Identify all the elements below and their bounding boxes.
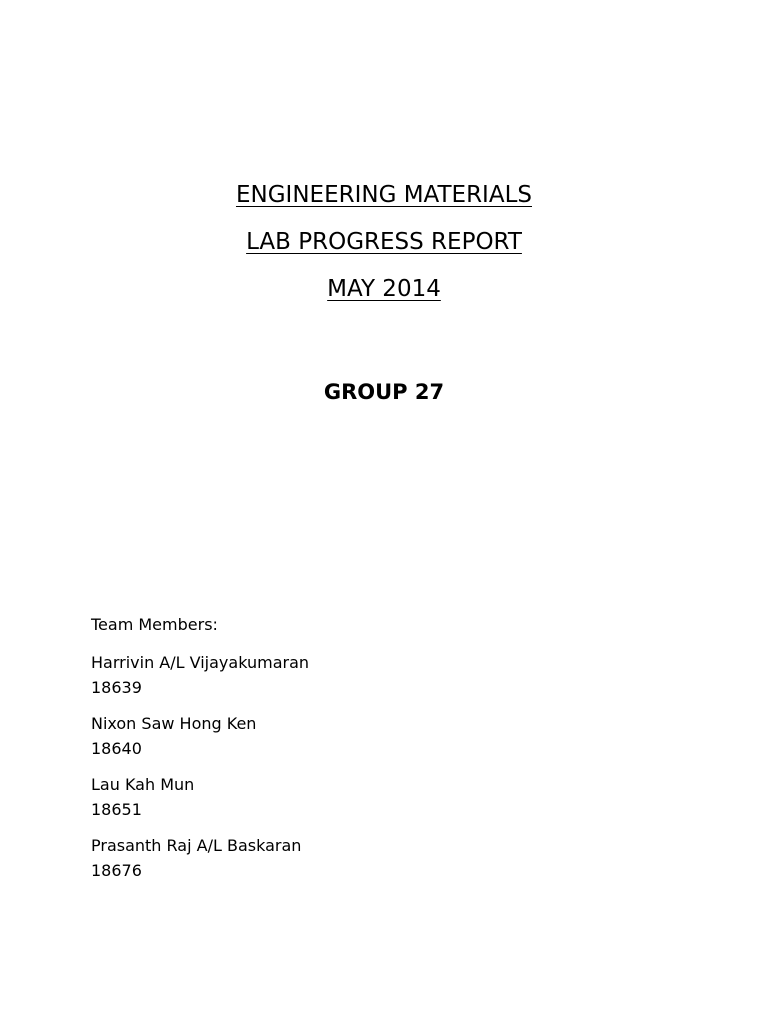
report-date-text: MAY 2014 <box>327 276 441 302</box>
report-title-block <box>0 172 768 313</box>
report-type-title <box>0 219 768 266</box>
team-member <box>91 711 591 760</box>
member-name: Lau Kah Mun <box>91 775 195 794</box>
member-name: Nixon Saw Hong Ken <box>91 714 257 733</box>
course-title <box>0 172 768 219</box>
member-id: 18639 <box>91 677 142 697</box>
report-type-text: LAB PROGRESS REPORT <box>246 229 522 255</box>
report-date <box>0 266 768 313</box>
group-title: GROUP 27 <box>323 380 445 404</box>
member-id: 18676 <box>91 860 142 880</box>
team-members-section <box>91 613 591 894</box>
team-members-heading: Team Members: <box>91 615 218 634</box>
team-member <box>91 833 591 882</box>
member-name: Prasanth Raj A/L Baskaran <box>91 836 302 855</box>
member-id: 18651 <box>91 799 142 819</box>
team-member <box>91 650 591 699</box>
team-member <box>91 772 591 821</box>
member-name: Harrivin A/L Vijayakumaran <box>91 653 310 672</box>
member-id: 18640 <box>91 738 142 758</box>
course-title-text: ENGINEERING MATERIALS <box>235 182 532 208</box>
